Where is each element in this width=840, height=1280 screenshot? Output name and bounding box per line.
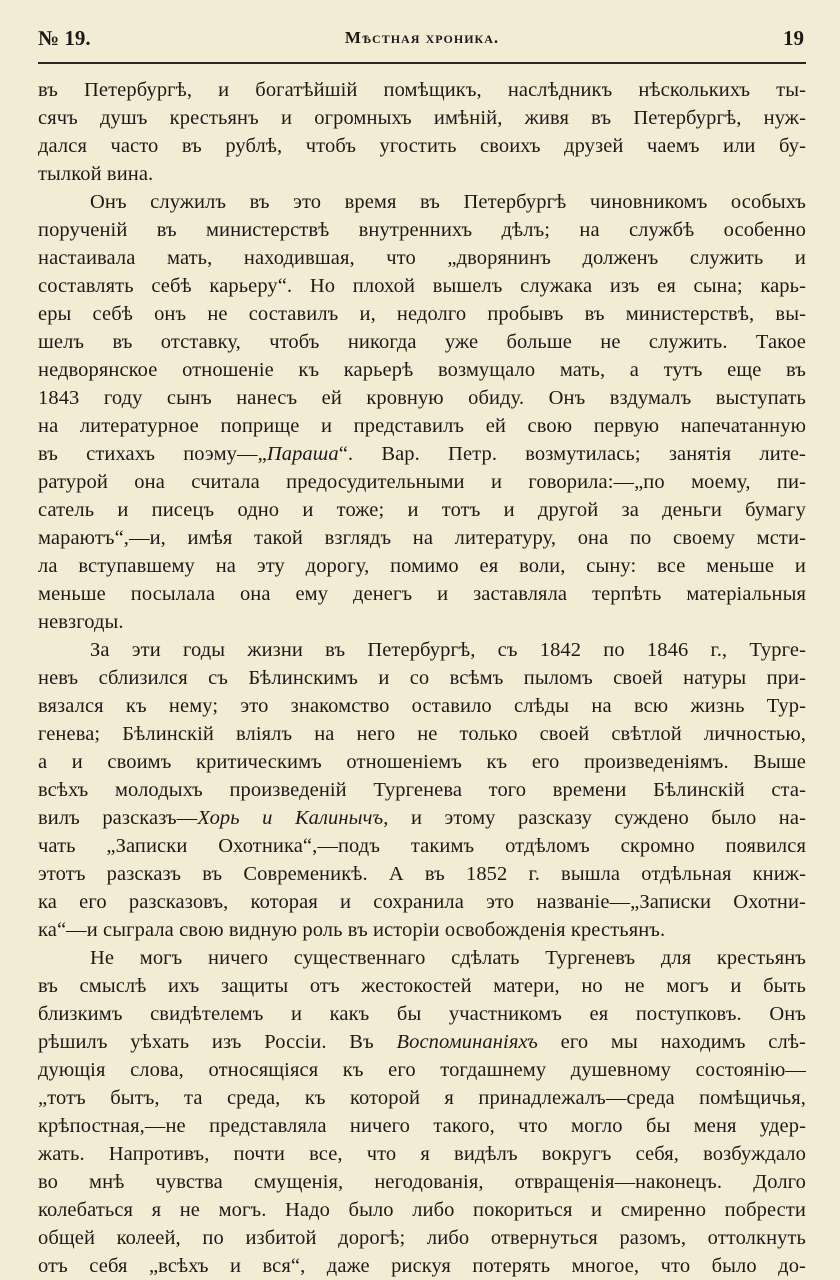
text-line: чать „Записки Охотника“,—подъ такимъ отдѣломъ скромно появился (38, 835, 806, 857)
text-line: дался часто въ рублѣ, чтобъ угостить своихъ друзей чаемъ или бу- (38, 135, 806, 157)
text-line: ка его разсказовъ, которая и сохранила это названiе—„Записки Охотни- (38, 891, 806, 913)
text-line: вязался къ нему; это знакомство оставило слѣды на всю жизнь Тур- (38, 695, 806, 717)
text-line: общей колеей, по избитой дорогѣ; либо отвернуться разомъ, оттолкнуть (38, 1227, 806, 1249)
text-line: настаивала мать, находившая, что „дворянинъ долженъ служить и (38, 247, 806, 269)
text-line: генева; Бѣлинскiй влiялъ на него не только своей свѣтлой личностью, (38, 723, 806, 745)
italic-title: Хорь и Калинычъ (197, 807, 384, 829)
text-line: отъ себя „всѣхъ и вся“, даже рискуя потерять многое, что было до- (38, 1255, 806, 1277)
page-number: 19 (783, 26, 804, 50)
italic-title: Параша (266, 443, 339, 465)
text-line: 1843 году сынъ нанесъ ей кровную обиду. Онъ вздумалъ выступать (38, 387, 806, 409)
running-head (38, 20, 806, 56)
text-line: ка“—и сыграла свою видную роль въ исторiи освобожденiя крестьянъ. (38, 919, 666, 941)
text-line (38, 804, 806, 832)
text-line: а и своимъ критическимъ отношенiемъ къ его произведенiямъ. Выше (38, 751, 806, 773)
text-line: недворянское отношенiе къ карьерѣ возмущало мать, а тутъ еще въ (38, 359, 806, 381)
issue-number: № 19. (38, 26, 91, 50)
text-line: крѣпостная,—не представляла ничего такого, что могло бы меня удер- (38, 1115, 806, 1137)
text-line: въ Петербургѣ, и богатѣйшiй помѣщикъ, наслѣдникъ нѣсколькихъ ты- (38, 79, 806, 101)
text-line (38, 440, 806, 468)
text-line: шелъ въ отставку, чтобъ никогда уже больше не служить. Такое (38, 331, 806, 353)
text-line: во мнѣ чувства смущенiя, негодованiя, отвращенiя—наконецъ. Долго (38, 1171, 806, 1193)
text-line: Не могъ ничего существеннаго сдѣлать Тургеневъ для крестьянъ (90, 947, 806, 969)
text-line: жать. Напротивъ, почти все, что я видѣлъ вокругъ себя, возбуждало (38, 1143, 806, 1165)
text-segment: въ стихахъ поэму—„ (38, 443, 267, 465)
text-line: дующiя слова, относящiяся къ его тогдашнему душевному состоянiю— (38, 1059, 806, 1081)
text-line: „тотъ бытъ, та среда, къ которой я принадлежалъ—среда помѣщичья, (38, 1087, 806, 1109)
text-segment: его мы находимъ слѣ- (537, 1031, 806, 1053)
text-line: невзгоды. (38, 611, 124, 633)
text-line: меньше посылала она ему денегъ и заставляла терпѣть матерiальныя (38, 583, 806, 605)
text-line: тылкой вина. (38, 163, 154, 185)
text-line: сатель и писецъ одно и тоже; и тотъ и другой за деньги бумагу (38, 499, 806, 521)
text-line: колебаться я не могъ. Надо было либо покориться и смиренно побрести (38, 1199, 806, 1221)
text-segment: рѣшилъ уѣхать изъ Россiи. Въ (38, 1031, 397, 1053)
text-line: порученiй въ министерствѣ внутреннихъ дѣлъ; на службѣ особенно (38, 219, 806, 241)
text-line: этотъ разсказъ въ Современикѣ. А въ 1852 г. вышла отдѣльная книж- (38, 863, 806, 885)
text-segment: вилъ разсказъ— (38, 807, 198, 829)
text-line: на литературное поприще и представилъ ей свою первую напечатанную (38, 415, 806, 437)
text-segment: , и этому разсказу суждено было на- (383, 807, 806, 829)
text-line: За эти годы жизни въ Петербургѣ, съ 1842 по 1846 г., Турге- (90, 639, 806, 661)
text-line: Онъ служилъ въ это время въ Петербургѣ чиновникомъ особыхъ (90, 191, 806, 213)
text-segment: “. Вар. Петр. возмутилась; занятiя лите- (338, 443, 806, 465)
text-line: составлять себѣ карьеру“. Но плохой вышелъ служака изъ ея сына; карь- (38, 275, 806, 297)
text-line: близкимъ свидѣтелемъ и какъ бы участникомъ ея поступковъ. Онъ (38, 1003, 806, 1025)
section-title: Мѣстная хроника. (344, 28, 500, 47)
text-line: еры себѣ онъ не составилъ и, недолго пробывъ въ министерствѣ, вы- (38, 303, 806, 325)
text-line: ратурой она считала предосудительными и говорила:—„по моему, пи- (38, 471, 806, 493)
text-line (38, 1028, 806, 1056)
text-line: сячъ душъ крестьянъ и огромныхъ имѣнiй, живя въ Петербургѣ, нуж- (38, 107, 806, 129)
text-line: всѣхъ молодыхъ произведенiй Тургенева того времени Бѣлинскiй ста- (38, 779, 806, 801)
text-line: ла вступавшему на эту дорогу, помимо ея воли, сыну: все меньше и (38, 555, 806, 577)
italic-title: Воспоминанiяхъ (396, 1031, 538, 1053)
text-line: въ смыслѣ ихъ защиты отъ жестокостей матери, но не могъ и быть (38, 975, 806, 997)
body-text (38, 76, 806, 1280)
text-line: невъ сблизился съ Бѣлинскимъ и со всѣмъ пыломъ своей натуры при- (38, 667, 806, 689)
header-rule (38, 62, 806, 64)
text-line: мараютъ“,—и, имѣя такой взглядъ на литературу, она по своему мсти- (38, 527, 806, 549)
